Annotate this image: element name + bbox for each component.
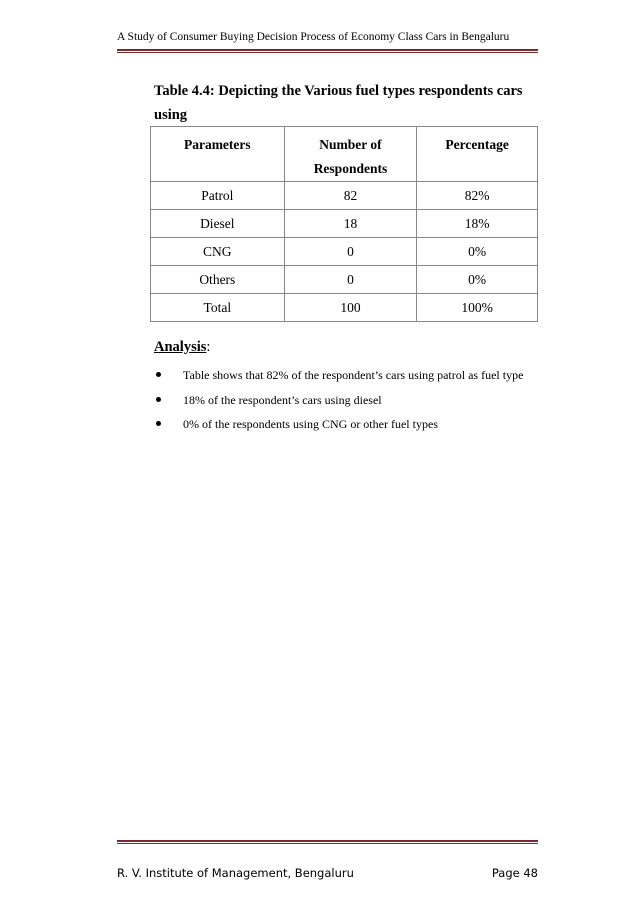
table-row-total [151,294,538,322]
column-header-parameters: Parameters [151,127,285,182]
cell-respondents: 100 [284,294,417,322]
table-row [151,210,538,238]
header-rule-thin [117,52,538,53]
header-rule-thick [117,49,538,51]
analysis-bullet-list [156,366,523,440]
running-header: A Study of Consumer Buying Decision Process of Economy Class Cars in Bengaluru [117,31,510,43]
list-item [156,415,523,440]
table-row [151,266,538,294]
cell-parameter: Diesel [151,210,285,238]
cell-respondents: 0 [284,238,417,266]
cell-parameter: Patrol [151,182,285,210]
cell-percentage: 0% [417,266,538,294]
cell-percentage: 82% [417,182,538,210]
bullet-icon [156,421,161,426]
table-caption: Table 4.4: Depicting the Various fuel types respondents cars using [154,83,523,123]
footer-rule-thick [117,840,538,842]
list-item-text: Table shows that 82% of the respondent’s cars using patrol as fuel type [183,368,524,382]
table-row [151,238,538,266]
footer-rule-thin [117,843,538,844]
cell-parameter: CNG [151,238,285,266]
footer-institute: R. V. Institute of Management, Bengaluru [117,866,354,880]
bullet-icon [156,372,161,377]
analysis-heading [154,339,210,356]
cell-respondents: 18 [284,210,417,238]
list-item-text: 0% of the respondents using CNG or other fuel types [183,417,438,431]
table-row [151,182,538,210]
cell-percentage: 100% [417,294,538,322]
table-header-row [151,127,538,182]
bullet-icon [156,397,161,402]
analysis-heading-colon: : [206,339,211,355]
cell-parameter: Total [151,294,285,322]
analysis-heading-label: Analysis [154,339,207,355]
cell-respondents: 82 [284,182,417,210]
list-item [156,366,523,391]
column-header-percentage: Percentage [417,127,538,182]
list-item-text: 18% of the respondent’s cars using diesel [183,392,382,407]
cell-parameter: Others [151,266,285,294]
cell-percentage: 0% [417,238,538,266]
list-item [156,391,523,416]
footer-page-number: Page 48 [491,866,538,880]
cell-percentage: 18% [417,210,538,238]
column-header-number-of-respondents: Number of Respondents [284,127,417,182]
cell-respondents: 0 [284,266,417,294]
fuel-type-table [150,126,538,322]
